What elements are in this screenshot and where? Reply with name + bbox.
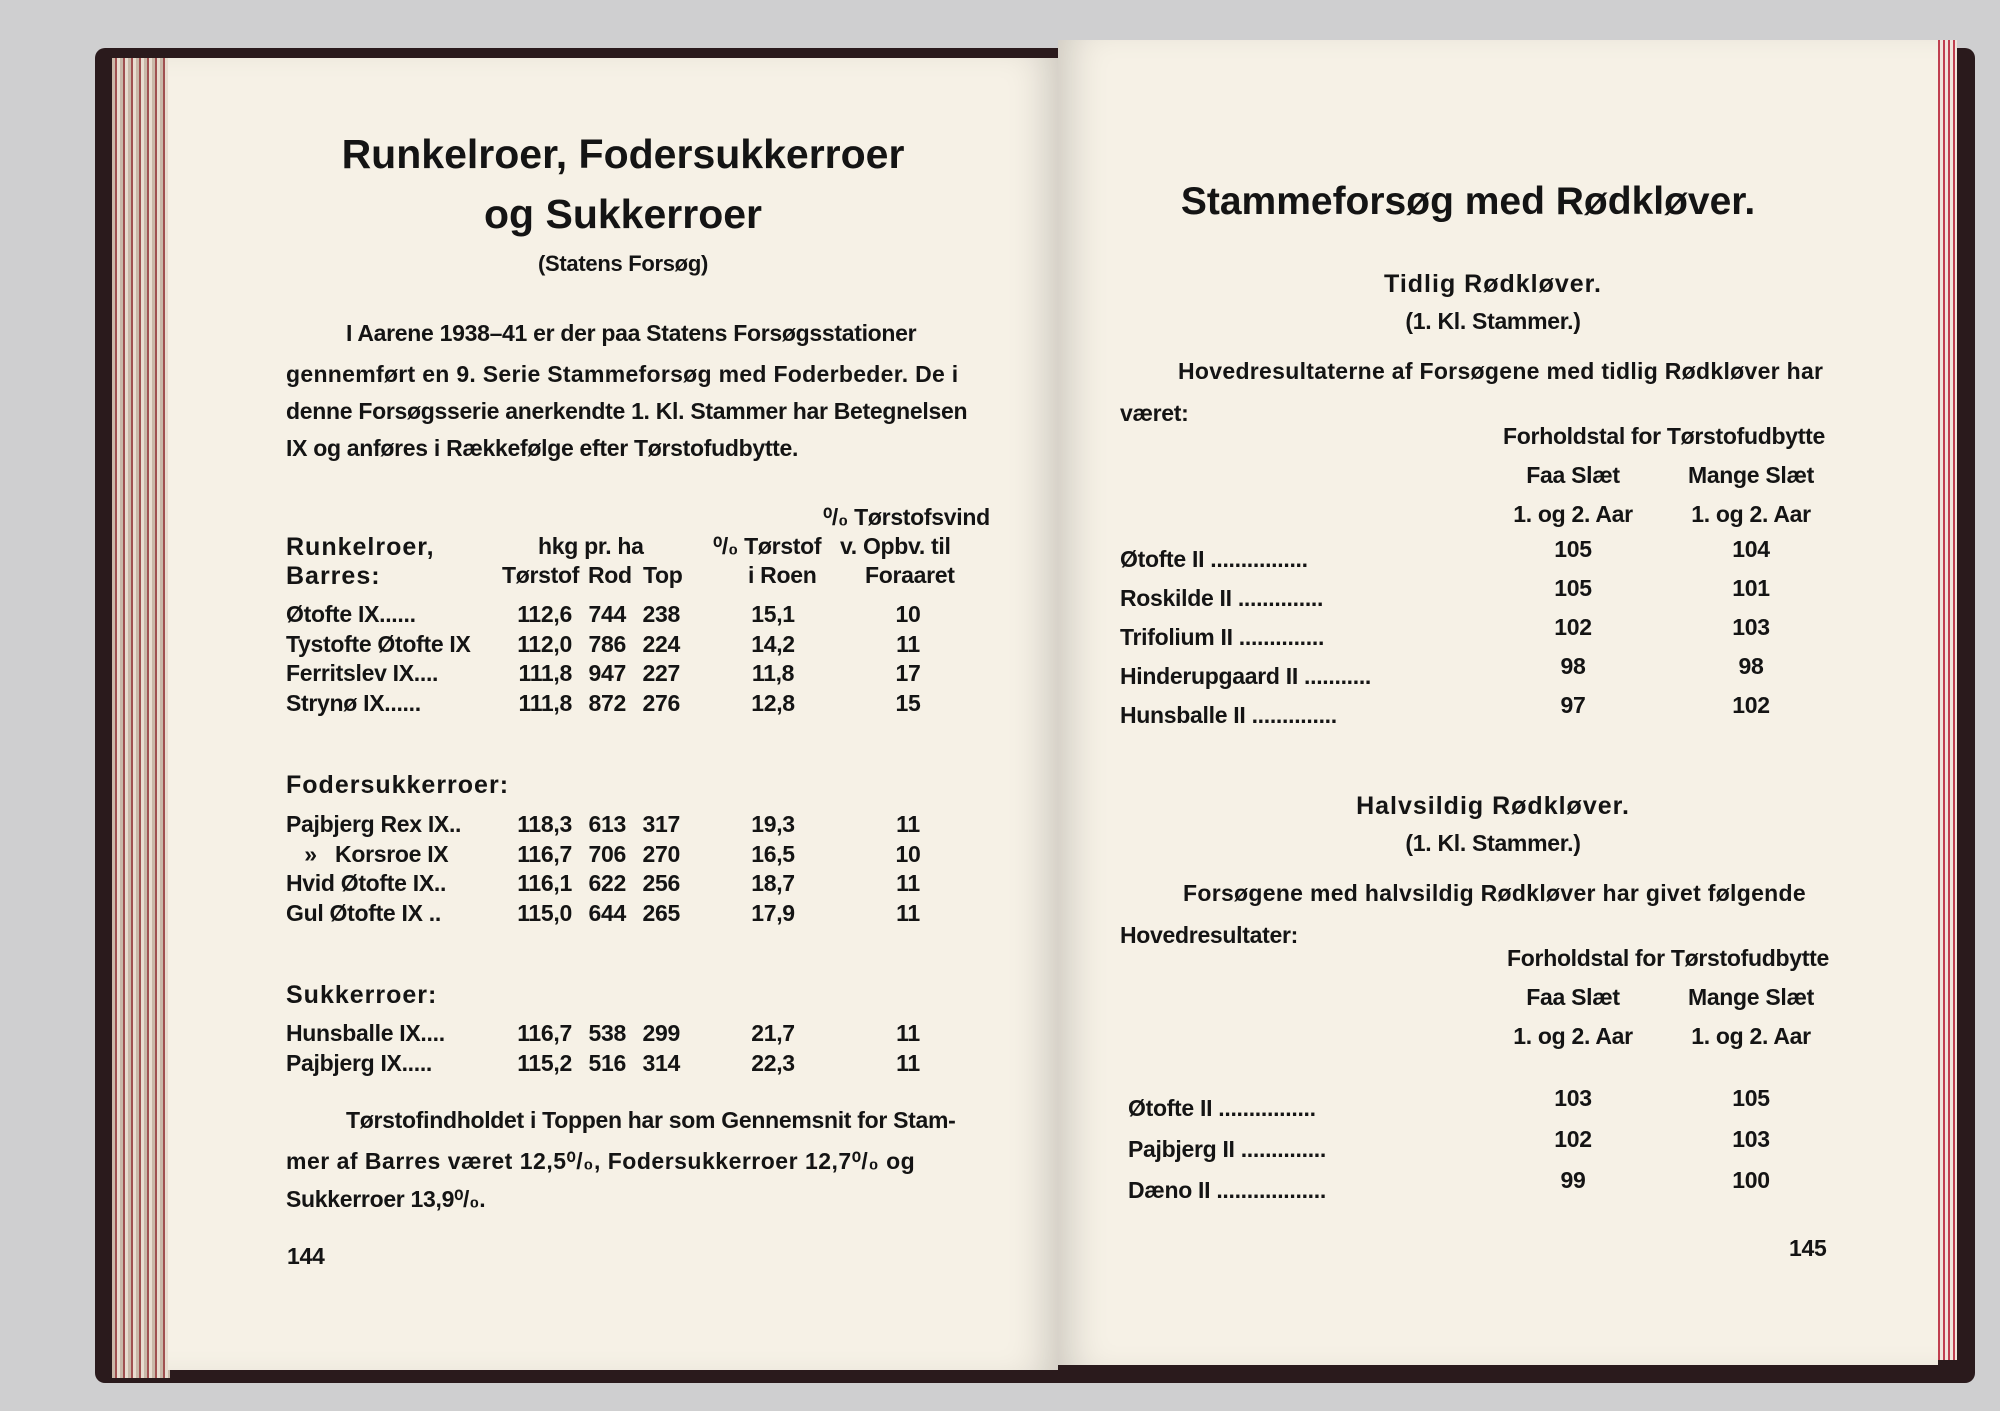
cell-mange-slaet: 103 <box>1732 1126 1770 1152</box>
header-svind2: v. Opbv. til <box>840 533 951 559</box>
intro-line: gennemført en 9. Serie Stammeforsøg med Foderbeder. De i <box>286 361 959 387</box>
cell-svind: 10 <box>895 840 921 867</box>
cell-mange-slaet: 101 <box>1732 575 1770 601</box>
row-name: » Korsroe IX <box>286 840 449 867</box>
cell-mange-slaet: 103 <box>1732 614 1770 640</box>
right-page <box>1058 40 1938 1365</box>
cell-rod: 538 <box>588 1020 626 1046</box>
cell-rod: 744 <box>588 601 626 627</box>
cell-pct: 11,8 <box>751 660 795 686</box>
row-name: Hvid Øtofte IX.. <box>286 870 447 896</box>
cell-torstof: 111,8 <box>518 660 572 686</box>
row-name: Øtofte II ................ <box>1128 1095 1316 1121</box>
section-heading: Tidlig Rødkløver. <box>1384 270 1602 298</box>
cell-torstof: 115,0 <box>517 899 572 926</box>
cell-pct: 22,3 <box>751 1049 795 1076</box>
section-heading: Sukkerroer: <box>286 981 438 1009</box>
cell-faa-slaet: 103 <box>1554 1085 1592 1111</box>
page-edges-left <box>112 58 170 1378</box>
column-group-header: Forholdstal for Tørstofudbytte <box>1503 423 1825 449</box>
page-number: 144 <box>287 1243 325 1269</box>
header-i-roen: i Roen <box>748 562 817 588</box>
intro-line: denne Forsøgsserie anerkendte 1. Kl. Stammer har Betegnelsen <box>286 398 968 424</box>
header-top: Top <box>643 562 683 588</box>
row-name: Strynø IX...... <box>286 689 421 716</box>
header-hkg: hkg pr. ha <box>538 533 644 559</box>
closing-line: mer af Barres været 12,5⁰/₀, Fodersukkerroer 12,7⁰/₀ og <box>286 1148 916 1174</box>
cell-top: 256 <box>642 870 680 896</box>
cell-top: 276 <box>642 689 680 716</box>
section-subheading: (1. Kl. Stammer.) <box>1405 308 1581 334</box>
page-title: Runkelroer, Fodersukkerroer <box>341 131 905 177</box>
cell-top: 265 <box>642 899 680 926</box>
subtitle: (Statens Forsøg) <box>538 251 708 276</box>
header-rod: Rod <box>588 562 632 588</box>
column-subheader: 1. og 2. Aar <box>1691 1023 1811 1049</box>
cell-svind: 11 <box>896 1049 920 1076</box>
intro-line: Hovedresultaterne af Forsøgene med tidlig Rødkløver har <box>1178 358 1824 384</box>
row-name: Trifolium II .............. <box>1120 624 1325 650</box>
page-number: 145 <box>1789 1235 1827 1261</box>
cell-faa-slaet: 105 <box>1554 536 1592 562</box>
column-header-faa-slaet: Faa Slæt <box>1526 462 1620 488</box>
row-name: Tystofte Øtofte IX <box>286 630 471 657</box>
page-title: Stammeforsøg med Rødkløver. <box>1180 180 1756 223</box>
cell-faa-slaet: 98 <box>1560 653 1586 679</box>
row-name: Hinderupgaard II ........... <box>1120 663 1372 689</box>
cell-mange-slaet: 105 <box>1732 1085 1770 1111</box>
cell-svind: 11 <box>896 899 920 926</box>
cell-faa-slaet: 105 <box>1554 575 1592 601</box>
cell-svind: 11 <box>896 1020 920 1046</box>
cell-rod: 706 <box>588 840 626 867</box>
row-name: Hunsballe II .............. <box>1120 702 1337 728</box>
column-header-mange-slaet: Mange Slæt <box>1687 462 1815 488</box>
cell-pct: 12,8 <box>751 689 795 716</box>
cell-torstof: 111,8 <box>518 689 572 716</box>
header-group: Runkelroer, <box>286 533 435 561</box>
cell-faa-slaet: 102 <box>1554 1126 1592 1152</box>
column-subheader: 1. og 2. Aar <box>1513 1023 1633 1049</box>
column-header-mange-slaet: Mange Slæt <box>1687 984 1815 1010</box>
column-subheader: 1. og 2. Aar <box>1691 501 1811 527</box>
column-subheader: 1. og 2. Aar <box>1513 501 1633 527</box>
cell-top: 317 <box>642 811 680 837</box>
cell-svind: 11 <box>896 630 920 657</box>
cell-pct: 14,2 <box>751 630 795 657</box>
header-group-b: Barres: <box>286 562 381 590</box>
cell-rod: 622 <box>588 870 626 896</box>
cell-pct: 16,5 <box>751 840 795 867</box>
section-heading: Halvsildig Rødkløver. <box>1356 792 1630 820</box>
intro-line: IX og anføres i Rækkefølge efter Tørstofudbytte. <box>286 435 799 461</box>
row-name: Øtofte IX...... <box>286 601 416 627</box>
cell-mange-slaet: 104 <box>1732 536 1770 562</box>
cell-torstof: 116,7 <box>517 840 572 867</box>
row-name: Øtofte II ................ <box>1120 546 1308 572</box>
cell-torstof: 116,7 <box>517 1020 572 1046</box>
cell-torstof: 118,3 <box>517 811 572 837</box>
cell-top: 314 <box>642 1049 680 1076</box>
cell-mange-slaet: 98 <box>1738 653 1764 679</box>
row-name: Pajbjerg IX..... <box>286 1049 433 1076</box>
intro-line: været: <box>1120 400 1189 426</box>
header-svind3: Foraaret <box>865 562 955 588</box>
intro-line: Forsøgene med halvsildig Rødkløver har givet følgende <box>1183 880 1806 906</box>
row-name: Pajbjerg II .............. <box>1128 1136 1326 1162</box>
closing-line: Tørstofindholdet i Toppen har som Gennemsnit for Stam- <box>346 1107 956 1133</box>
page-edges-right <box>1935 40 1957 1360</box>
cell-top: 238 <box>642 601 680 627</box>
cell-svind: 15 <box>895 689 921 716</box>
cell-svind: 17 <box>895 660 921 686</box>
row-name: Hunsballe IX.... <box>286 1020 445 1046</box>
header-pct-torstof: ⁰/₀ Tørstof <box>713 533 822 559</box>
cell-torstof: 112,6 <box>517 601 572 627</box>
row-name: Roskilde II .............. <box>1120 585 1324 611</box>
column-group-header: Forholdstal for Tørstofudbytte <box>1507 945 1829 971</box>
row-name: Dæno II .................. <box>1128 1177 1326 1203</box>
cell-pct: 18,7 <box>751 870 795 896</box>
intro-line: Hovedresultater: <box>1120 922 1298 948</box>
cell-mange-slaet: 102 <box>1732 692 1770 718</box>
cell-pct: 15,1 <box>751 601 795 627</box>
column-header-faa-slaet: Faa Slæt <box>1526 984 1620 1010</box>
cell-mange-slaet: 100 <box>1732 1167 1770 1193</box>
cell-faa-slaet: 99 <box>1560 1167 1586 1193</box>
cell-pct: 21,7 <box>751 1020 795 1046</box>
cell-rod: 947 <box>588 660 626 686</box>
section-heading: Fodersukkerroer: <box>286 771 510 799</box>
header-torstof: Tørstof <box>502 562 580 588</box>
cell-top: 224 <box>642 630 680 657</box>
cell-rod: 613 <box>588 811 626 837</box>
cell-svind: 10 <box>895 601 921 627</box>
header-svind: ⁰/₀ Tørstofsvind <box>823 504 990 530</box>
cell-top: 270 <box>642 840 680 867</box>
section-subheading: (1. Kl. Stammer.) <box>1405 830 1581 856</box>
cell-rod: 516 <box>588 1049 626 1076</box>
cell-pct: 17,9 <box>751 899 795 926</box>
cell-svind: 11 <box>896 870 920 896</box>
closing-line: Sukkerroer 13,9⁰/₀. <box>286 1186 486 1212</box>
cell-torstof: 112,0 <box>517 630 572 657</box>
cell-rod: 872 <box>588 689 626 716</box>
cell-pct: 19,3 <box>751 811 795 837</box>
cell-svind: 11 <box>896 811 920 837</box>
row-name: Gul Øtofte IX .. <box>286 899 441 926</box>
cell-rod: 644 <box>588 899 626 926</box>
cell-faa-slaet: 97 <box>1560 692 1586 718</box>
cell-top: 299 <box>642 1020 680 1046</box>
cell-torstof: 116,1 <box>517 870 572 896</box>
intro-line: I Aarene 1938–41 er der paa Statens Forsøgsstationer <box>346 320 917 346</box>
cell-top: 227 <box>642 660 680 686</box>
page-title-line2: og Sukkerroer <box>484 191 762 237</box>
cell-rod: 786 <box>588 630 626 657</box>
cell-torstof: 115,2 <box>517 1049 572 1076</box>
row-name: Ferritslev IX.... <box>286 660 439 686</box>
cell-faa-slaet: 102 <box>1554 614 1592 640</box>
left-page <box>168 58 1058 1370</box>
row-name: Pajbjerg Rex IX.. <box>286 811 462 837</box>
